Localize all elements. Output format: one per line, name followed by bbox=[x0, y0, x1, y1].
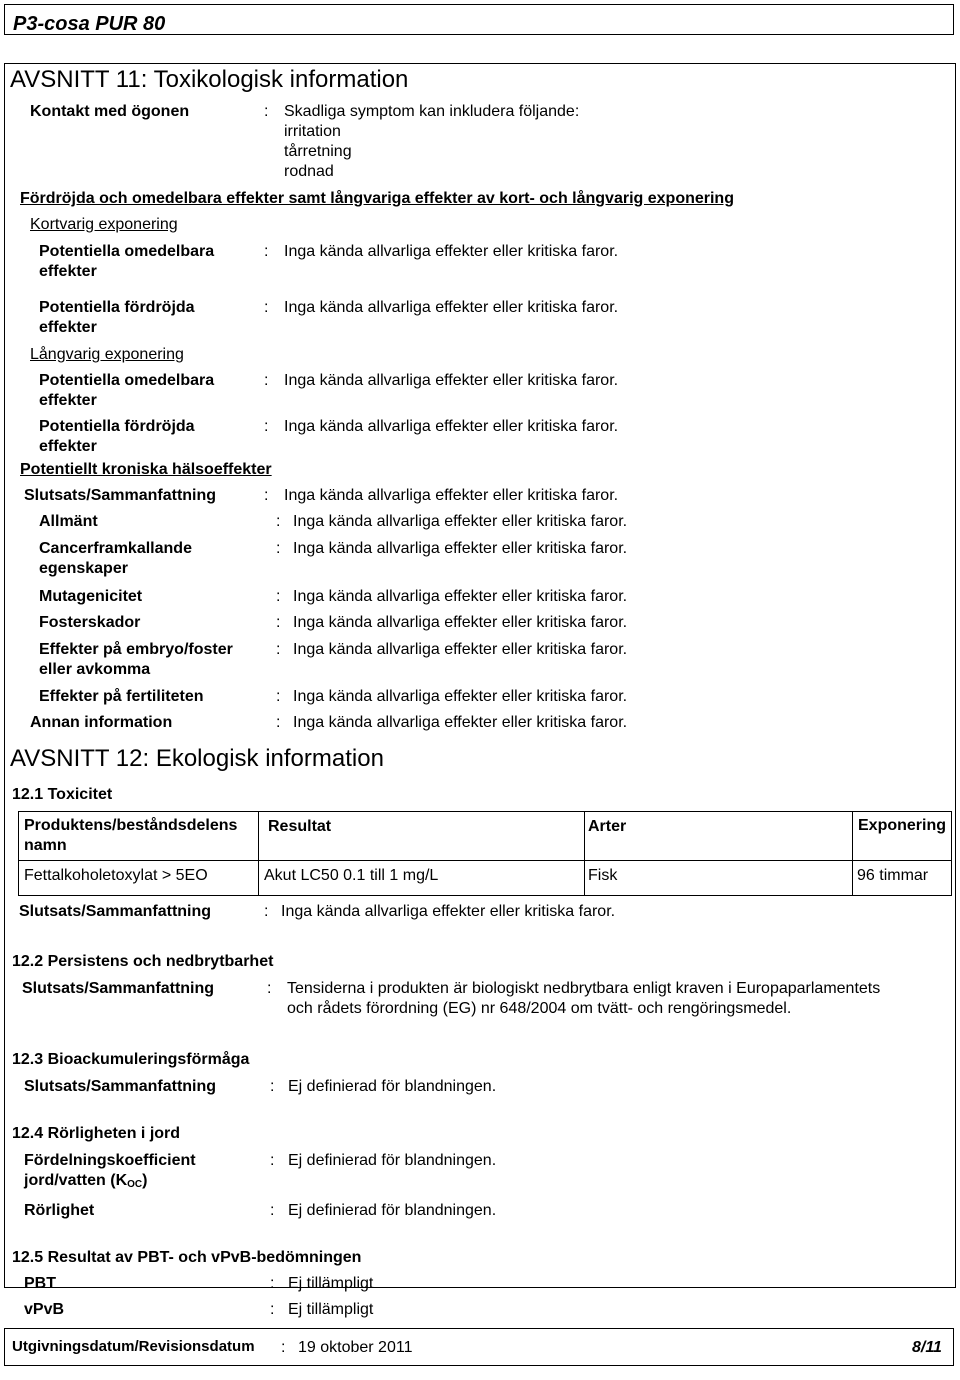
vpvb-value: Ej tillämpligt bbox=[288, 1301, 374, 1318]
eye-contact-value: Skadliga symptom kan inkludera följande: bbox=[284, 103, 580, 120]
section-12-title: AVSNITT 12: Ekologisk information bbox=[10, 745, 384, 772]
separator: : bbox=[276, 588, 281, 605]
soil-mobility-heading: 12.4 Rörligheten i jord bbox=[12, 1125, 181, 1142]
bioaccumulation-heading: 12.3 Bioackumuleringsförmåga bbox=[12, 1051, 250, 1068]
chronic-heading: Potentiellt kroniska hälsoeffekter bbox=[20, 461, 272, 478]
mutagenicity-label: Mutagenicitet bbox=[39, 588, 143, 605]
separator: : bbox=[270, 1275, 275, 1292]
no-hazard-value: Inga kända allvarliga effekter eller kritiska faror. bbox=[293, 588, 628, 605]
general-label: Allmänt bbox=[39, 513, 98, 530]
separator: : bbox=[264, 487, 269, 504]
separator: : bbox=[264, 418, 269, 435]
product-title: P3-cosa PUR 80 bbox=[13, 13, 166, 35]
pbt-label: PBT bbox=[24, 1275, 56, 1292]
immediate-effects-label-cont: effekter bbox=[39, 263, 97, 280]
persistence-heading: 12.2 Persistens och nedbrytbarhet bbox=[12, 953, 274, 970]
delayed-effects-label: Potentiella fördröjda bbox=[39, 299, 195, 316]
summary-label: Slutsats/Sammanfattning bbox=[22, 980, 215, 997]
separator: : bbox=[264, 243, 269, 260]
delayed-effects-label-cont: effekter bbox=[39, 438, 97, 455]
no-hazard-value: Inga kända allvarliga effekter eller kritiska faror. bbox=[293, 614, 628, 631]
page-number: 8/11 bbox=[912, 1339, 942, 1356]
separator: : bbox=[276, 614, 281, 631]
separator: : bbox=[276, 714, 281, 731]
separator: : bbox=[267, 980, 272, 997]
no-hazard-value: Inga kända allvarliga effekter eller kritiska faror. bbox=[284, 372, 619, 389]
other-info-label: Annan information bbox=[30, 714, 173, 731]
issue-date-value: 19 oktober 2011 bbox=[298, 1339, 413, 1356]
fertility-label: Effekter på fertiliteten bbox=[39, 688, 204, 705]
table-header-name-cont: namn bbox=[24, 837, 67, 854]
mobility-label: Rörlighet bbox=[24, 1202, 95, 1219]
separator: : bbox=[276, 641, 281, 658]
table-cell-name: Fettalkoholetoxylat > 5EO bbox=[24, 867, 208, 884]
persistence-value: Tensiderna i produkten är biologiskt nedbrytbara enligt kraven i Europaparlamentets bbox=[287, 980, 881, 997]
no-hazard-value: Inga kända allvarliga effekter eller kritiska faror. bbox=[284, 243, 619, 260]
separator: : bbox=[270, 1152, 275, 1169]
long-term-heading: Långvarig exponering bbox=[30, 346, 184, 363]
document-header bbox=[4, 4, 954, 35]
symptom-item: rodnad bbox=[284, 163, 334, 180]
summary-label: Slutsats/Sammanfattning bbox=[24, 487, 217, 504]
separator: : bbox=[270, 1301, 275, 1318]
separator: : bbox=[264, 372, 269, 389]
no-hazard-value: Inga kända allvarliga effekter eller kritiska faror. bbox=[284, 299, 619, 316]
separator: : bbox=[276, 688, 281, 705]
carcinogenicity-label-cont: egenskaper bbox=[39, 560, 128, 577]
developmental-effects-label: Effekter på embryo/foster bbox=[39, 641, 233, 658]
separator: : bbox=[276, 513, 281, 530]
pbt-heading: 12.5 Resultat av PBT- och vPvB-bedömningen bbox=[12, 1249, 362, 1266]
developmental-effects-label-cont: eller avkomma bbox=[39, 661, 151, 678]
mobility-value: Ej definierad för blandningen. bbox=[288, 1202, 497, 1219]
koc-label: Fördelningskoefficient bbox=[24, 1152, 196, 1169]
separator: : bbox=[281, 1339, 286, 1356]
toxicity-summary-value: Inga kända allvarliga effekter eller kritiska faror. bbox=[281, 903, 616, 920]
koc-value: Ej definierad för blandningen. bbox=[288, 1152, 497, 1169]
no-hazard-value: Inga kända allvarliga effekter eller kritiska faror. bbox=[293, 540, 628, 557]
carcinogenicity-label: Cancerframkallande bbox=[39, 540, 192, 557]
koc-label-cont: jord/vatten (KOC) bbox=[24, 1172, 148, 1190]
pbt-value: Ej tillämpligt bbox=[288, 1275, 374, 1292]
no-hazard-value: Inga kända allvarliga effekter eller kritiska faror. bbox=[293, 714, 628, 731]
separator: : bbox=[270, 1202, 275, 1219]
symptom-item: irritation bbox=[284, 123, 341, 140]
immediate-effects-label: Potentiella omedelbara bbox=[39, 243, 215, 260]
toxicity-heading: 12.1 Toxicitet bbox=[12, 786, 113, 803]
immediate-effects-label-cont: effekter bbox=[39, 392, 97, 409]
table-header-exposure: Exponering bbox=[858, 817, 947, 834]
bioaccumulation-value: Ej definierad för blandningen. bbox=[288, 1078, 497, 1095]
effects-heading: Fördröjda och omedelbara effekter samt långvariga effekter av kort- och långvarig exponering bbox=[20, 190, 734, 207]
separator: : bbox=[276, 540, 281, 557]
no-hazard-value: Inga kända allvarliga effekter eller kritiska faror. bbox=[284, 487, 619, 504]
no-hazard-value: Inga kända allvarliga effekter eller kritiska faror. bbox=[293, 513, 628, 530]
separator: : bbox=[264, 903, 269, 920]
separator: : bbox=[270, 1078, 275, 1095]
short-term-heading: Kortvarig exponering bbox=[30, 216, 178, 233]
delayed-effects-label-cont: effekter bbox=[39, 319, 97, 336]
table-cell-result: Akut LC50 0.1 till 1 mg/L bbox=[264, 867, 439, 884]
table-header-name: Produktens/beståndsdelens bbox=[24, 817, 238, 834]
symptom-item: tårretning bbox=[284, 143, 352, 160]
separator: : bbox=[264, 103, 269, 120]
table-header-result: Resultat bbox=[268, 818, 332, 835]
separator: : bbox=[264, 299, 269, 316]
issue-date-label: Utgivningsdatum/Revisionsdatum bbox=[12, 1338, 255, 1355]
summary-label: Slutsats/Sammanfattning bbox=[19, 903, 212, 920]
no-hazard-value: Inga kända allvarliga effekter eller kritiska faror. bbox=[284, 418, 619, 435]
table-header-species: Arter bbox=[588, 818, 627, 835]
table-cell-exposure: 96 timmar bbox=[857, 867, 929, 884]
immediate-effects-label: Potentiella omedelbara bbox=[39, 372, 215, 389]
section-11-title: AVSNITT 11: Toxikologisk information bbox=[10, 66, 409, 93]
no-hazard-value: Inga kända allvarliga effekter eller kritiska faror. bbox=[293, 641, 628, 658]
persistence-value-cont: och rådets förordning (EG) nr 648/2004 om tvätt- och rengöringsmedel. bbox=[287, 1000, 792, 1017]
eye-contact-label: Kontakt med ögonen bbox=[30, 103, 190, 120]
table-cell-species: Fisk bbox=[588, 867, 618, 884]
teratogenicity-label: Fosterskador bbox=[39, 614, 141, 631]
vpvb-label: vPvB bbox=[24, 1301, 65, 1318]
no-hazard-value: Inga kända allvarliga effekter eller kritiska faror. bbox=[293, 688, 628, 705]
summary-label: Slutsats/Sammanfattning bbox=[24, 1078, 217, 1095]
delayed-effects-label: Potentiella fördröjda bbox=[39, 418, 195, 435]
